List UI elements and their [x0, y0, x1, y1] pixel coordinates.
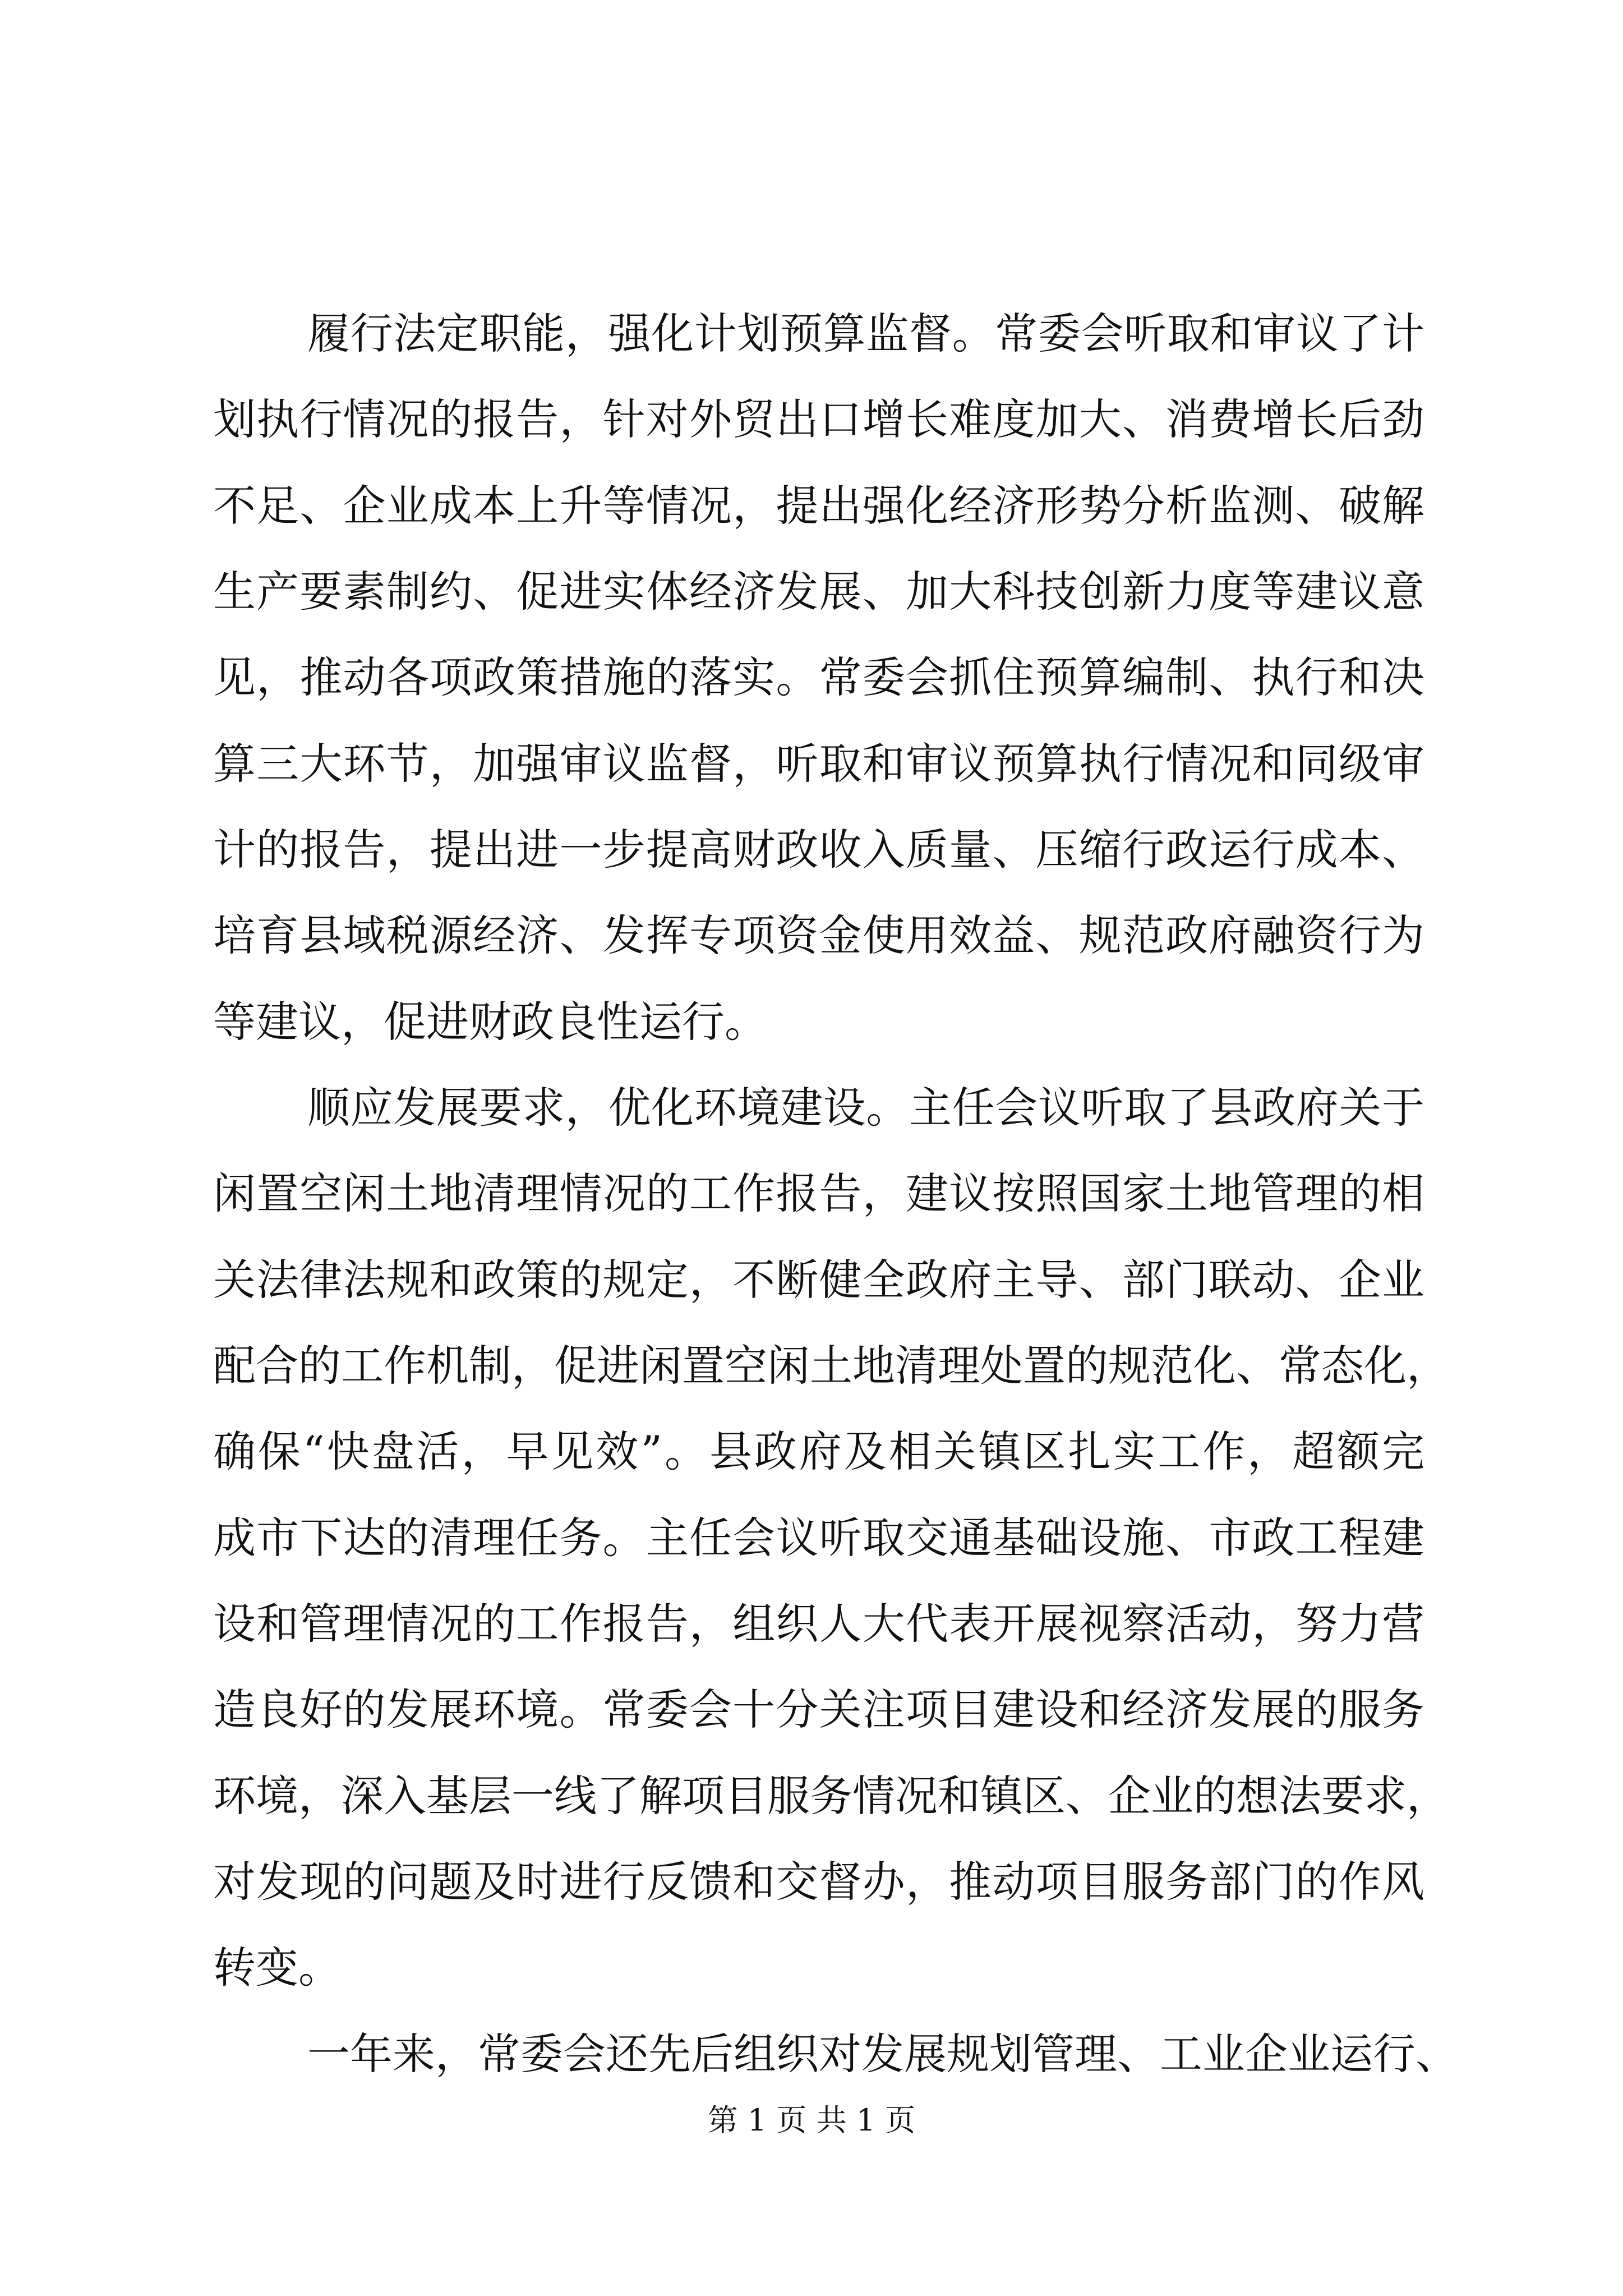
paragraph-1-line-5: 见，推动各项政策措施的落实。常委会抓住预算编制、执行和决	[213, 652, 1424, 702]
paragraph-1-line-2: 划执行情况的报告，针对外贸出口增长难度加大、消费增长后劲	[213, 394, 1424, 444]
paragraph-1-line-4: 生产要素制约、促进实体经济发展、加大科技创新力度等建议意	[213, 567, 1424, 616]
paragraph-2-line-8: 造良好的发展环境。常委会十分关注项目建设和经济发展的服务	[213, 1685, 1424, 1734]
paragraph-1-line-1: 履行法定职能，强化计划预算监督。常委会听取和审议了计	[307, 309, 1424, 358]
paragraph-2-line-2: 闲置空闲土地清理情况的工作报告，建议按照国家土地管理的相	[213, 1168, 1424, 1218]
paragraph-2-line-10: 对发现的问题及时进行反馈和交督办，推动项目服务部门的作风	[213, 1857, 1424, 1907]
paragraph-2-line-4: 配合的工作机制，促进闲置空闲土地清理处置的规范化、常态化，	[213, 1341, 1449, 1391]
paragraph-2-line-9: 环境，深入基层一线了解项目服务情况和镇区、企业的想法要求，	[213, 1771, 1449, 1821]
paragraph-2-line-5: 确保“快盘活，早见效”。县政府及相关镇区扎实工作，超额完	[213, 1427, 1424, 1476]
paragraph-2-line-11: 转变。	[213, 1943, 341, 1993]
paragraph-1-line-6: 算三大环节，加强审议监督，听取和审议预算执行情况和同级审	[213, 739, 1424, 789]
paragraph-1-line-9: 等建议，促进财政良性运行。	[213, 997, 767, 1047]
paragraph-1-line-3: 不足、企业成本上升等情况，提出强化经济形势分析监测、破解	[213, 481, 1424, 531]
paragraph-2-line-1: 顺应发展要求，优化环境建设。主任会议听取了县政府关于	[307, 1083, 1424, 1133]
paragraph-1-line-7: 计的报告，提出进一步提高财政收入质量、压缩行政运行成本、	[213, 825, 1424, 875]
paragraph-3-line-1: 一年来，常委会还先后组织对发展规划管理、工业企业运行、	[307, 2029, 1458, 2079]
paragraph-1-line-8: 培育县域税源经济、发挥专项资金使用效益、规范政府融资行为	[213, 910, 1424, 960]
paragraph-2-line-3: 关法律法规和政策的规定，不断健全政府主导、部门联动、企业	[213, 1255, 1424, 1305]
page-number-footer: 第 1 页 共 1 页	[707, 2102, 916, 2138]
paragraph-2-line-7: 设和管理情况的工作报告，组织人大代表开展视察活动，努力营	[213, 1599, 1424, 1649]
paragraph-2-line-6: 成市下达的清理任务。主任会议听取交通基础设施、市政工程建	[213, 1513, 1424, 1563]
